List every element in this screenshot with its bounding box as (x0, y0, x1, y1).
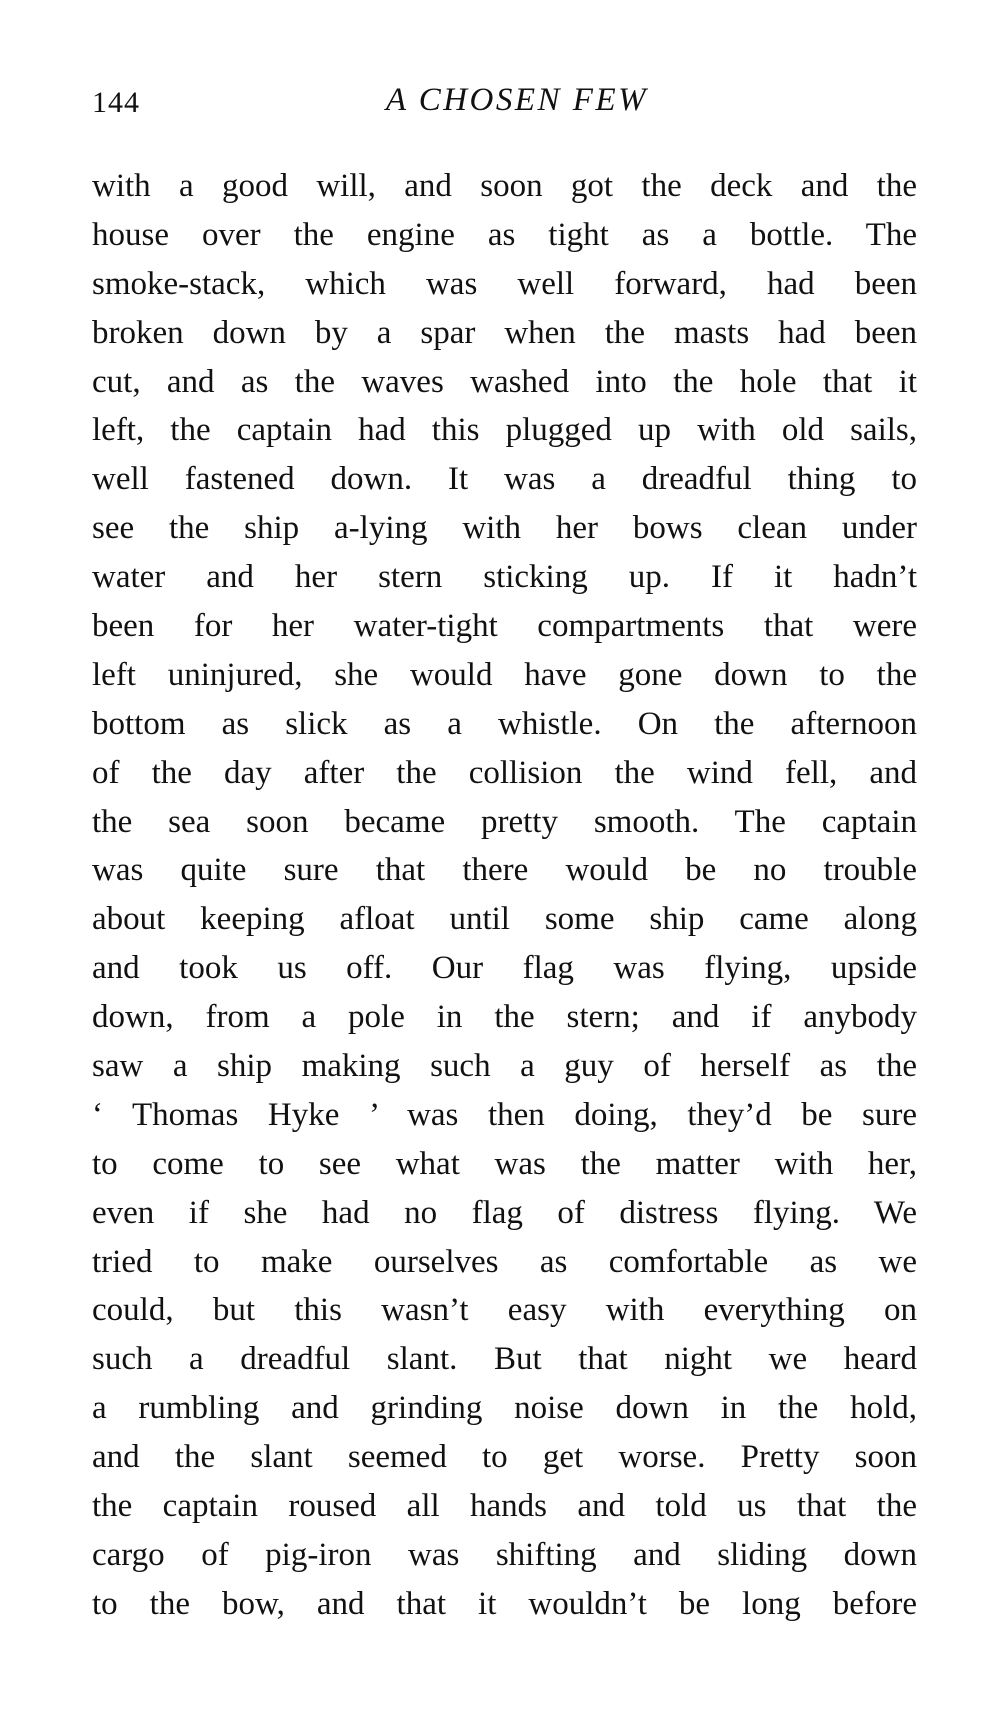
text-line: water and her stern sticking up. If it hadn’t (92, 559, 917, 596)
running-head (92, 82, 912, 132)
text-line: saw a ship making such a guy of herself as the (92, 1048, 917, 1085)
text-line: ‘ Thomas Hyke ’ was then doing, they’d be sure (92, 1096, 917, 1133)
text-line: could, but this wasn’t easy with everything on (92, 1292, 917, 1329)
body-text (92, 162, 917, 1629)
text-line: smoke-stack, which was well forward, had been (92, 265, 917, 302)
text-line: of the day after the collision the wind fell, and (92, 754, 917, 791)
text-line: about keeping afloat until some ship came along (92, 901, 917, 938)
text-line: broken down by a spar when the masts had been (92, 314, 917, 351)
text-line: left uninjured, she would have gone down to the (92, 656, 917, 693)
text-line: well fastened down. It was a dreadful thing to (92, 461, 917, 498)
text-line: cut, and as the waves washed into the hole that it (92, 363, 917, 400)
text-line: with a good will, and soon got the deck and the (92, 168, 917, 204)
text-line: such a dreadful slant. But that night we heard (92, 1341, 917, 1378)
text-line: even if she had no flag of distress flying. We (92, 1194, 917, 1231)
text-line: been for her water-tight compartments that were (92, 608, 917, 645)
text-line: left, the captain had this plugged up with old sails, (92, 412, 917, 449)
text-line: the sea soon became pretty smooth. The captain (92, 803, 917, 840)
text-line: to come to see what was the matter with her, (92, 1145, 917, 1182)
text-line: tried to make ourselves as comfortable as we (92, 1243, 917, 1280)
text-line: and took us off. Our flag was flying, upside (92, 950, 917, 987)
text-line: and the slant seemed to get worse. Pretty soon (92, 1439, 917, 1476)
text-line: house over the engine as tight as a bottle. The (92, 216, 917, 253)
text-line: was quite sure that there would be no trouble (92, 852, 917, 889)
text-line: cargo of pig-iron was shifting and sliding down (92, 1536, 917, 1573)
page-number: 144 (92, 86, 140, 119)
text-line: down, from a pole in the stern; and if anybody (92, 999, 917, 1036)
running-title: A CHOSEN FEW (385, 82, 649, 118)
text-line: bottom as slick as a whistle. On the afternoon (92, 705, 917, 742)
text-line: a rumbling and grinding noise down in the hold, (92, 1390, 917, 1427)
text-line: see the ship a-lying with her bows clean under (92, 510, 917, 547)
text-line: the captain roused all hands and told us that the (92, 1488, 917, 1525)
text-line: to the bow, and that it wouldn’t be long before (92, 1585, 917, 1622)
